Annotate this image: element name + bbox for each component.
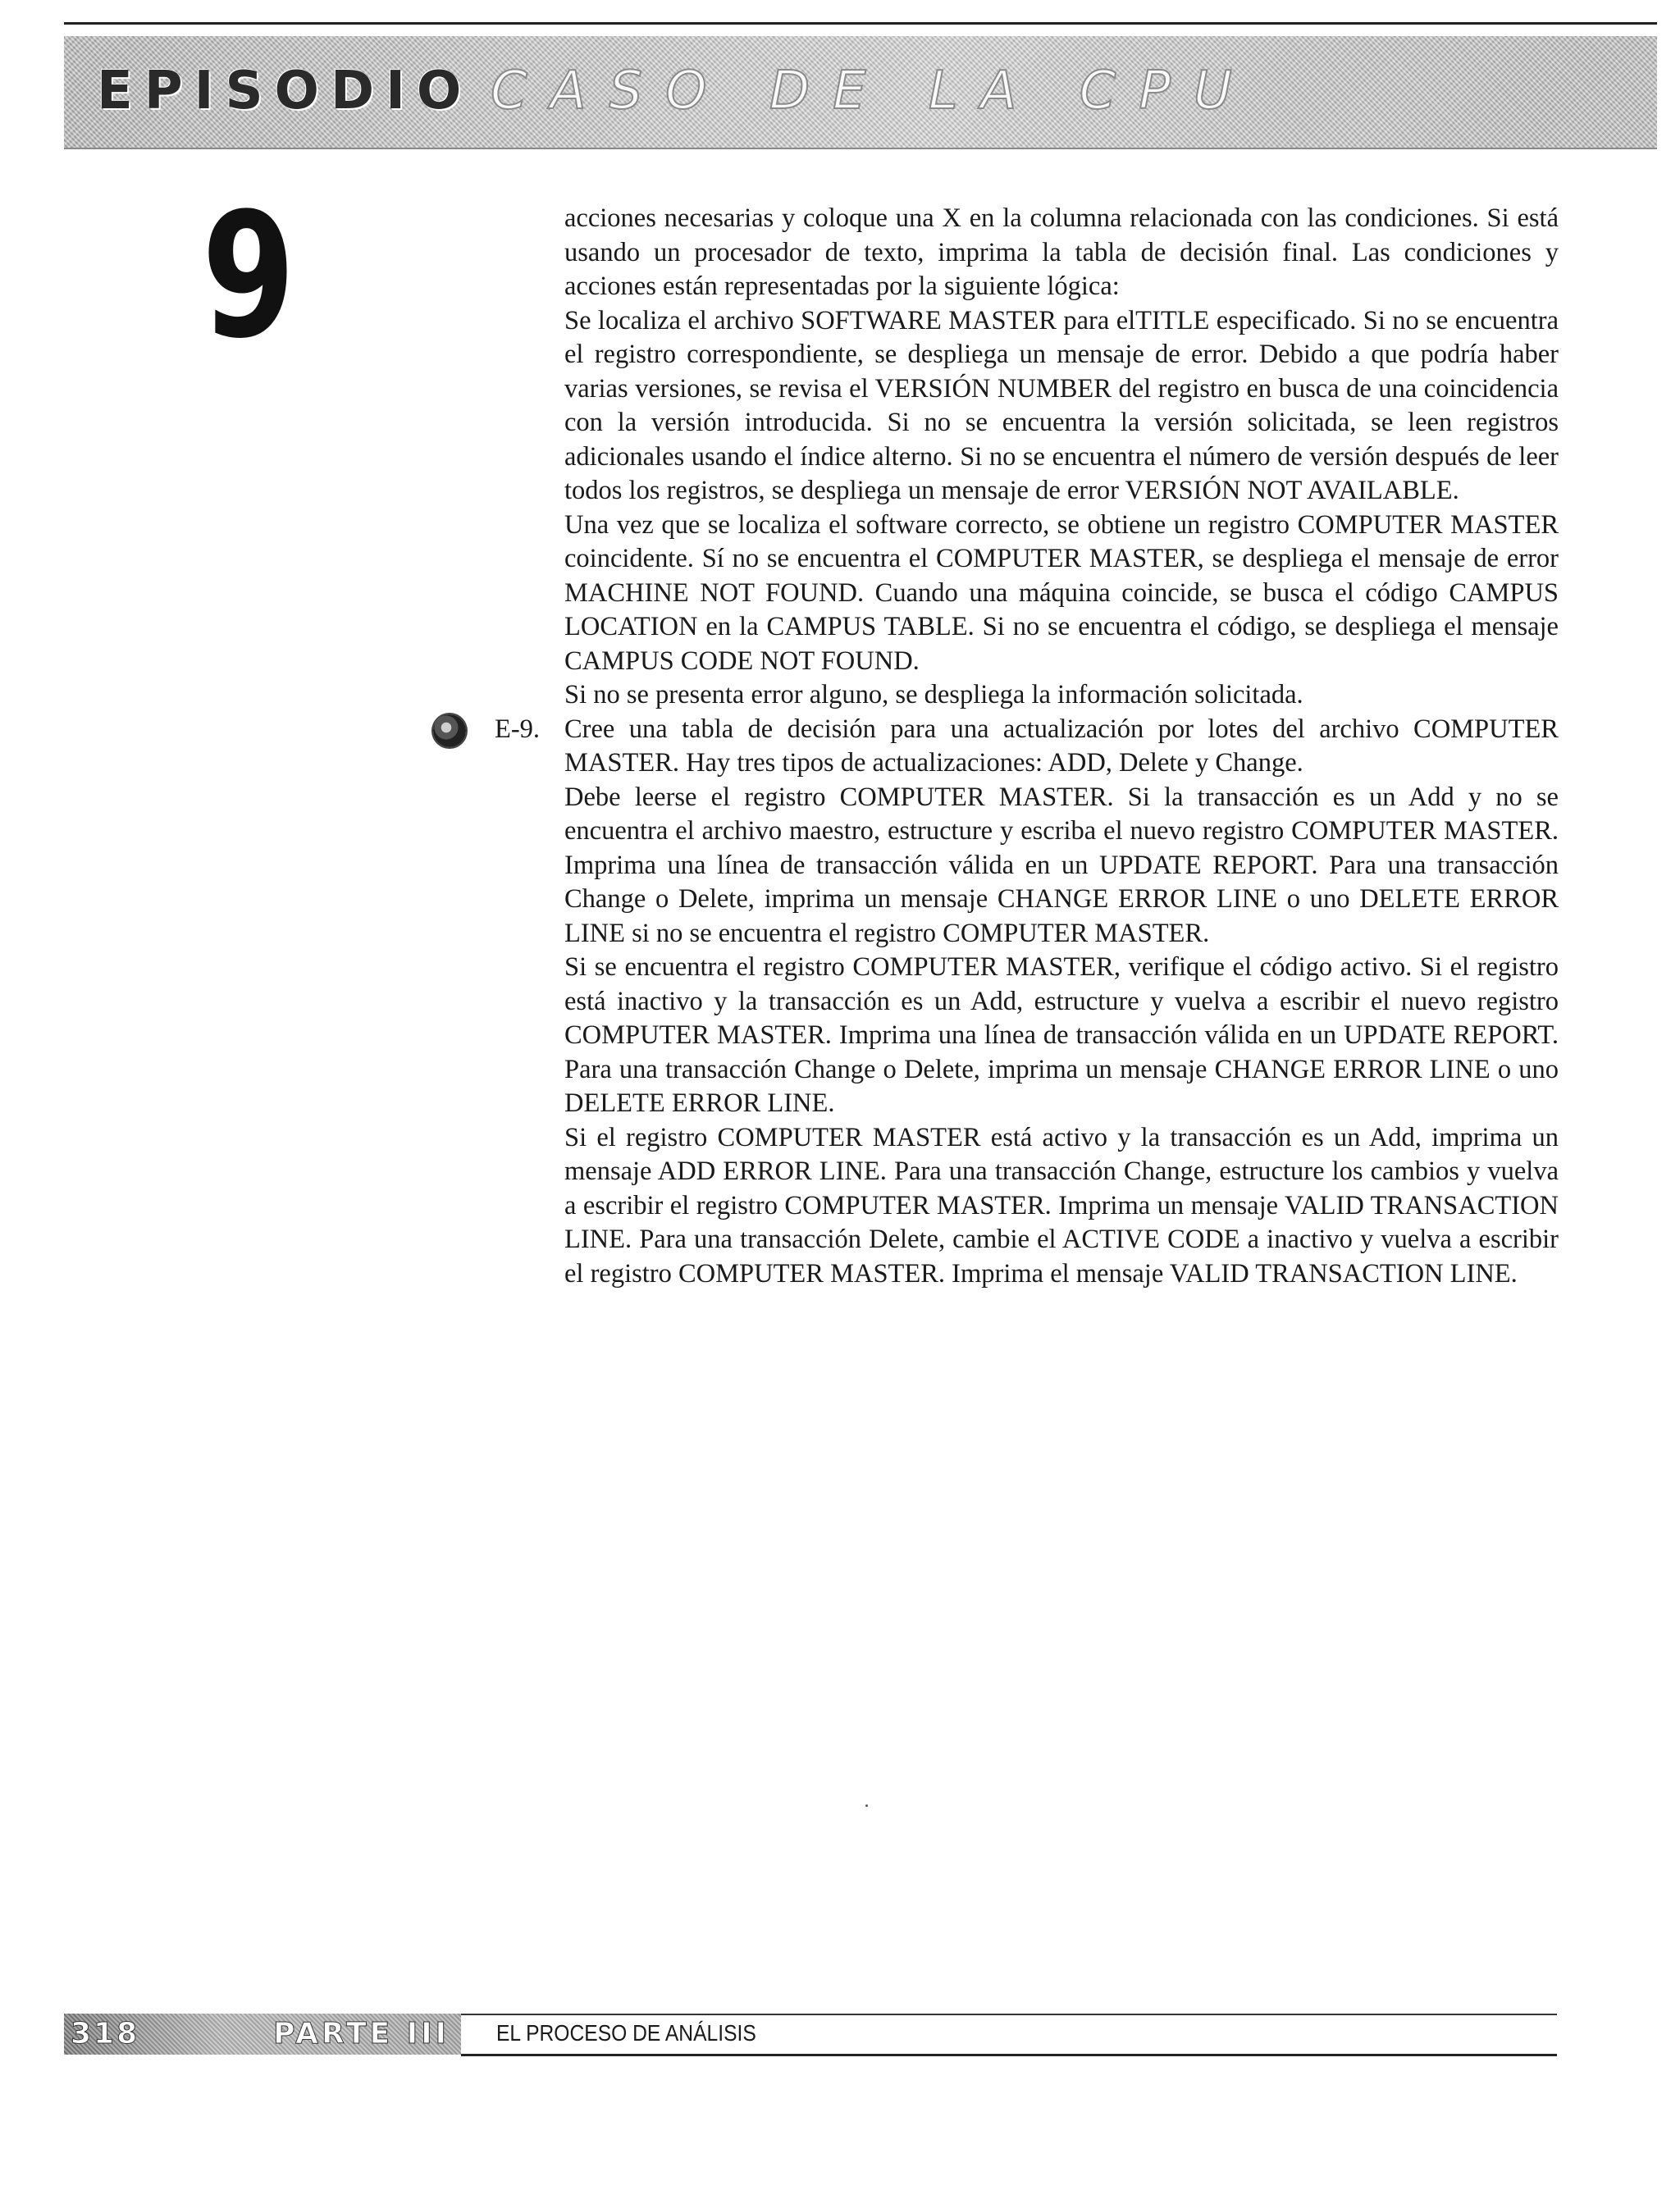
exercise-number: E-9.	[495, 714, 541, 744]
body-paragraph: Si no se presenta error alguno, se despliega la información solicitada.	[564, 680, 1303, 709]
footer-rule-top	[461, 2014, 1557, 2015]
exercise-paragraph: Si el registro COMPUTER MASTER está activo y la transacción es un Add, imprima un mensaje ADD ERROR LINE. Para una transacción Change, estructure los cambios y vuelva a escribir el registro COMPUTER MASTER. Imprima un mensaje VALID TRANSACTION LINE. Para una transacción Delete, cambie el ACTIVE CODE a inactivo y vuelva a escribir el registro COMPUTER MASTER. Imprima el mensaje VALID TRANSACTION LINE.	[564, 1122, 1559, 1289]
episode-header	[64, 36, 1657, 149]
exercise-e9	[495, 713, 1559, 1292]
body-paragraph: acciones necesarias y coloque una X en la columna relacionada con las condiciones. Si está usando un procesador de texto, imprima la tabla de decisión final. Las condiciones y acciones están representadas por la siguiente lógica:	[564, 203, 1559, 301]
exercise-paragraph: Debe leerse el registro COMPUTER MASTER. Si la transacción es un Add y no se encuentra el archivo maestro, estructure y escriba el nuevo registro COMPUTER MASTER. Imprima una línea de transacción válida en un UPDATE REPORT. Para una transacción Change o Delete, imprima un mensaje CHANGE ERROR LINE o uno DELETE ERROR LINE si no se encuentra el registro COMPUTER MASTER.	[564, 782, 1559, 948]
case-label: CASO DE LA CPU	[491, 61, 1255, 121]
exercise-paragraph: Si se encuentra el registro COMPUTER MASTER, verifique el código activo. Si el registro está inactivo y la transacción es un Add, estructure y vuelva a escribir el nuevo registro COMPUTER MASTER. Imprima una línea de transacción válida en un UPDATE REPORT. Para una transacción Change o Delete, imprima un mensaje CHANGE ERROR LINE o uno DELETE ERROR LINE.	[564, 952, 1559, 1118]
part-label: PARTE III	[273, 2017, 450, 2051]
body-paragraph: Una vez que se localiza el software correcto, se obtiene un registro COMPUTER MASTER coincidente. Sí no se encuentra el COMPUTER MASTER, se despliega el mensaje de error MACHINE NOT FOUND. Cuando una máquina coincide, se busca el código CAMPUS LOCATION en la CAMPUS TABLE. Si no se encuentra el código, se despliega el mensaje CAMPUS CODE NOT FOUND.	[564, 509, 1559, 676]
body-paragraph: Se localiza el archivo SOFTWARE MASTER para elTITLE especificado. Si no se encuentra el registro correspondiente, se despliega un mensaje de error. Debido a que podría haber varias versiones, se revisa el VERSIÓN NUMBER del registro en busca de una coincidencia con la versión introducida. Si no se encuentra la versión solicitada, se leen registros adicionales usando el índice alterno. Si no se encuentra el número de versión después de leer todos los registros, se despliega un mensaje de error VERSIÓN NOT AVAILABLE.	[564, 305, 1559, 505]
globe-icon	[433, 714, 466, 747]
episode-label: EPISODIO	[97, 61, 473, 121]
page-number: 318	[71, 2017, 140, 2051]
footer-title: EL PROCESO DE ANÁLISIS	[496, 2020, 756, 2046]
page-body	[495, 202, 1559, 1291]
chapter-number: 9	[202, 176, 295, 376]
stray-dot	[865, 1804, 868, 1807]
footer-rule-bottom	[461, 2054, 1557, 2056]
header-top-rule	[64, 22, 1657, 25]
footer-band	[64, 2014, 461, 2055]
exercise-paragraph: Cree una tabla de decisión para una actualización por lotes del archivo COMPUTER MASTER. Hay tres tipos de actualizaciones: ADD, Delete y Change.	[564, 714, 1559, 778]
